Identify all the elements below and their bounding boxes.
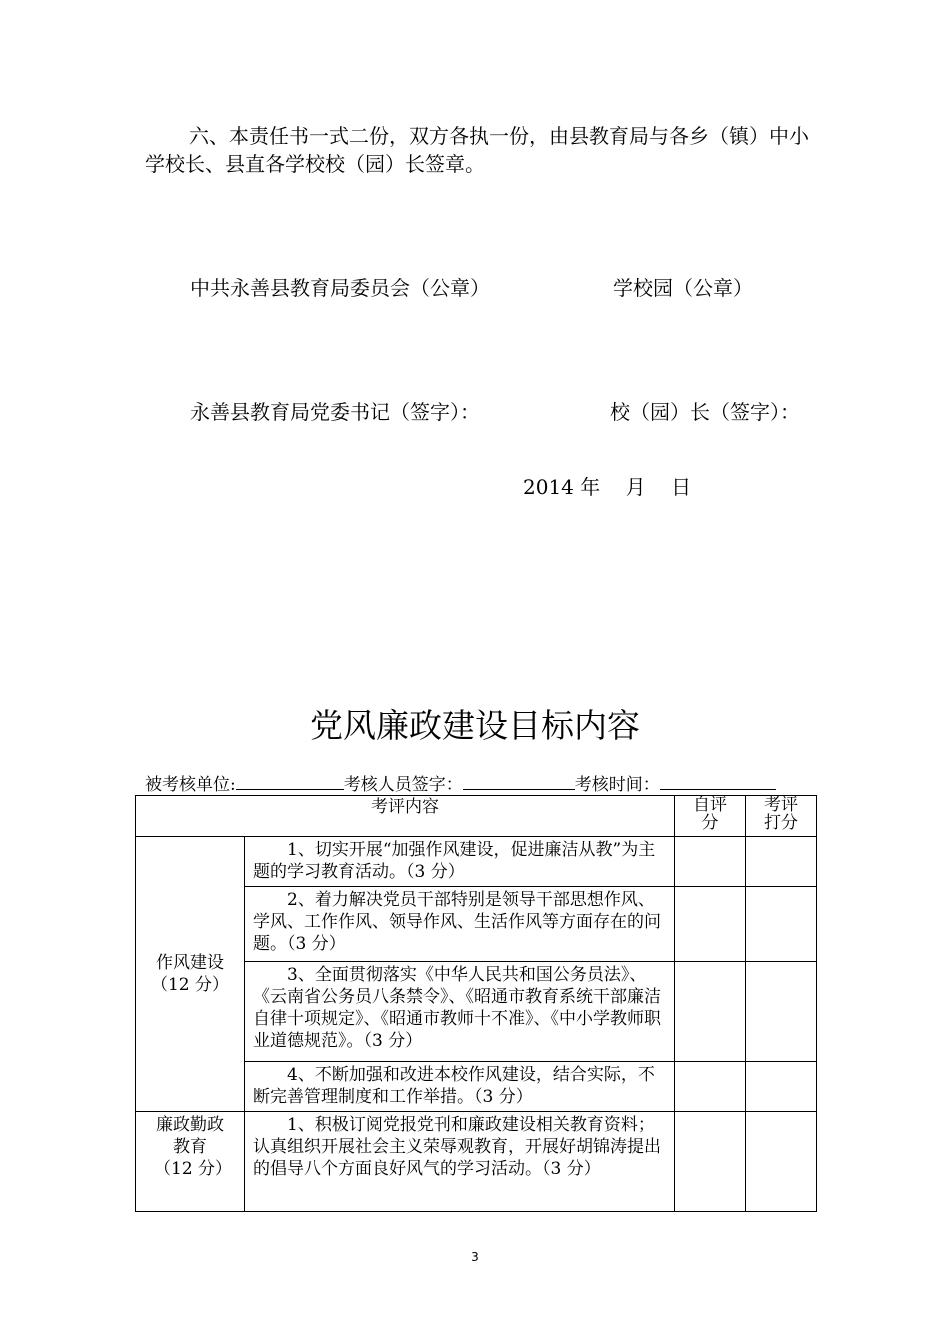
table-row-item: 4、不断加强和改进本校作风建设，结合实际，不断完善管理制度和工作举措。（3 分）	[245, 1062, 675, 1112]
signing-date: 2014 年 月 日	[523, 475, 692, 499]
bureau-seal-line: 中共永善县教育局委员会（公章）	[190, 276, 490, 300]
assessment-time-label: 考核时间：	[574, 775, 660, 795]
self-score-cell[interactable]	[675, 887, 746, 962]
assessed-unit-blank	[236, 773, 344, 790]
self-score-cell[interactable]	[675, 1062, 746, 1112]
table-row-item: 1、积极订阅党报党刊和廉政建设相关教育资料；认真组织开展社会主义荣辱观教育，开展好胡锦涛提出的倡导八个方面良好风气的学习活动。（3 分）	[245, 1112, 675, 1212]
header-self-score: 自评分	[675, 796, 746, 837]
assess-score-cell[interactable]	[746, 1062, 817, 1112]
category-integrity-education: 廉政勤政教育（12 分）	[136, 1112, 245, 1212]
category-style-building: 作风建设（12 分）	[136, 837, 245, 1112]
school-seal-line: 学校园（公章）	[613, 276, 753, 300]
table-row-item: 2、着力解决党员干部特别是领导干部思想作风、学风、工作作风、领导作风、生活作风等方面存在的问题。（3 分）	[245, 887, 675, 962]
assess-score-cell[interactable]	[746, 962, 817, 1062]
clause-six-text: 六、本责任书一式二份，双方各执一份，由县教育局与各乡（镇）中小学校长、县直各学校校（园）长签章。	[145, 124, 809, 176]
header-assess-score: 考评打分	[746, 796, 817, 837]
party-secretary-signature-line: 永善县教育局党委书记（签字）：	[190, 400, 480, 424]
assessor-signature-blank	[463, 773, 575, 790]
assessor-signature-label: 考核人员签字：	[343, 775, 463, 795]
self-score-cell[interactable]	[675, 837, 746, 887]
header-content: 考评内容	[136, 796, 675, 837]
assessment-table	[135, 795, 817, 1212]
assess-score-cell[interactable]	[746, 837, 817, 887]
assessment-meta-line	[145, 773, 776, 796]
page-title: 党风廉政建设目标内容	[310, 706, 640, 745]
assess-score-cell[interactable]	[746, 1112, 817, 1212]
clause-six-paragraph	[145, 122, 825, 178]
table-row-item: 3、全面贯彻落实《中华人民共和国公务员法》、《云南省公务员八条禁令》、《昭通市教育系统干部廉洁自律十项规定》、《昭通市教师十不准》、《中小学教师职业道德规范》。（3 分）	[245, 962, 675, 1062]
assessed-unit-label: 被考核单位:	[145, 775, 236, 795]
page-number: 3	[471, 1250, 479, 1264]
self-score-cell[interactable]	[675, 1112, 746, 1212]
self-score-cell[interactable]	[675, 962, 746, 1062]
principal-signature-line: 校（园）长（签字）：	[610, 400, 800, 424]
table-row-item: 1、切实开展“加强作风建设，促进廉洁从教”为主题的学习教育活动。（3 分）	[245, 837, 675, 887]
assess-score-cell[interactable]	[746, 887, 817, 962]
assessment-time-blank	[660, 773, 776, 790]
